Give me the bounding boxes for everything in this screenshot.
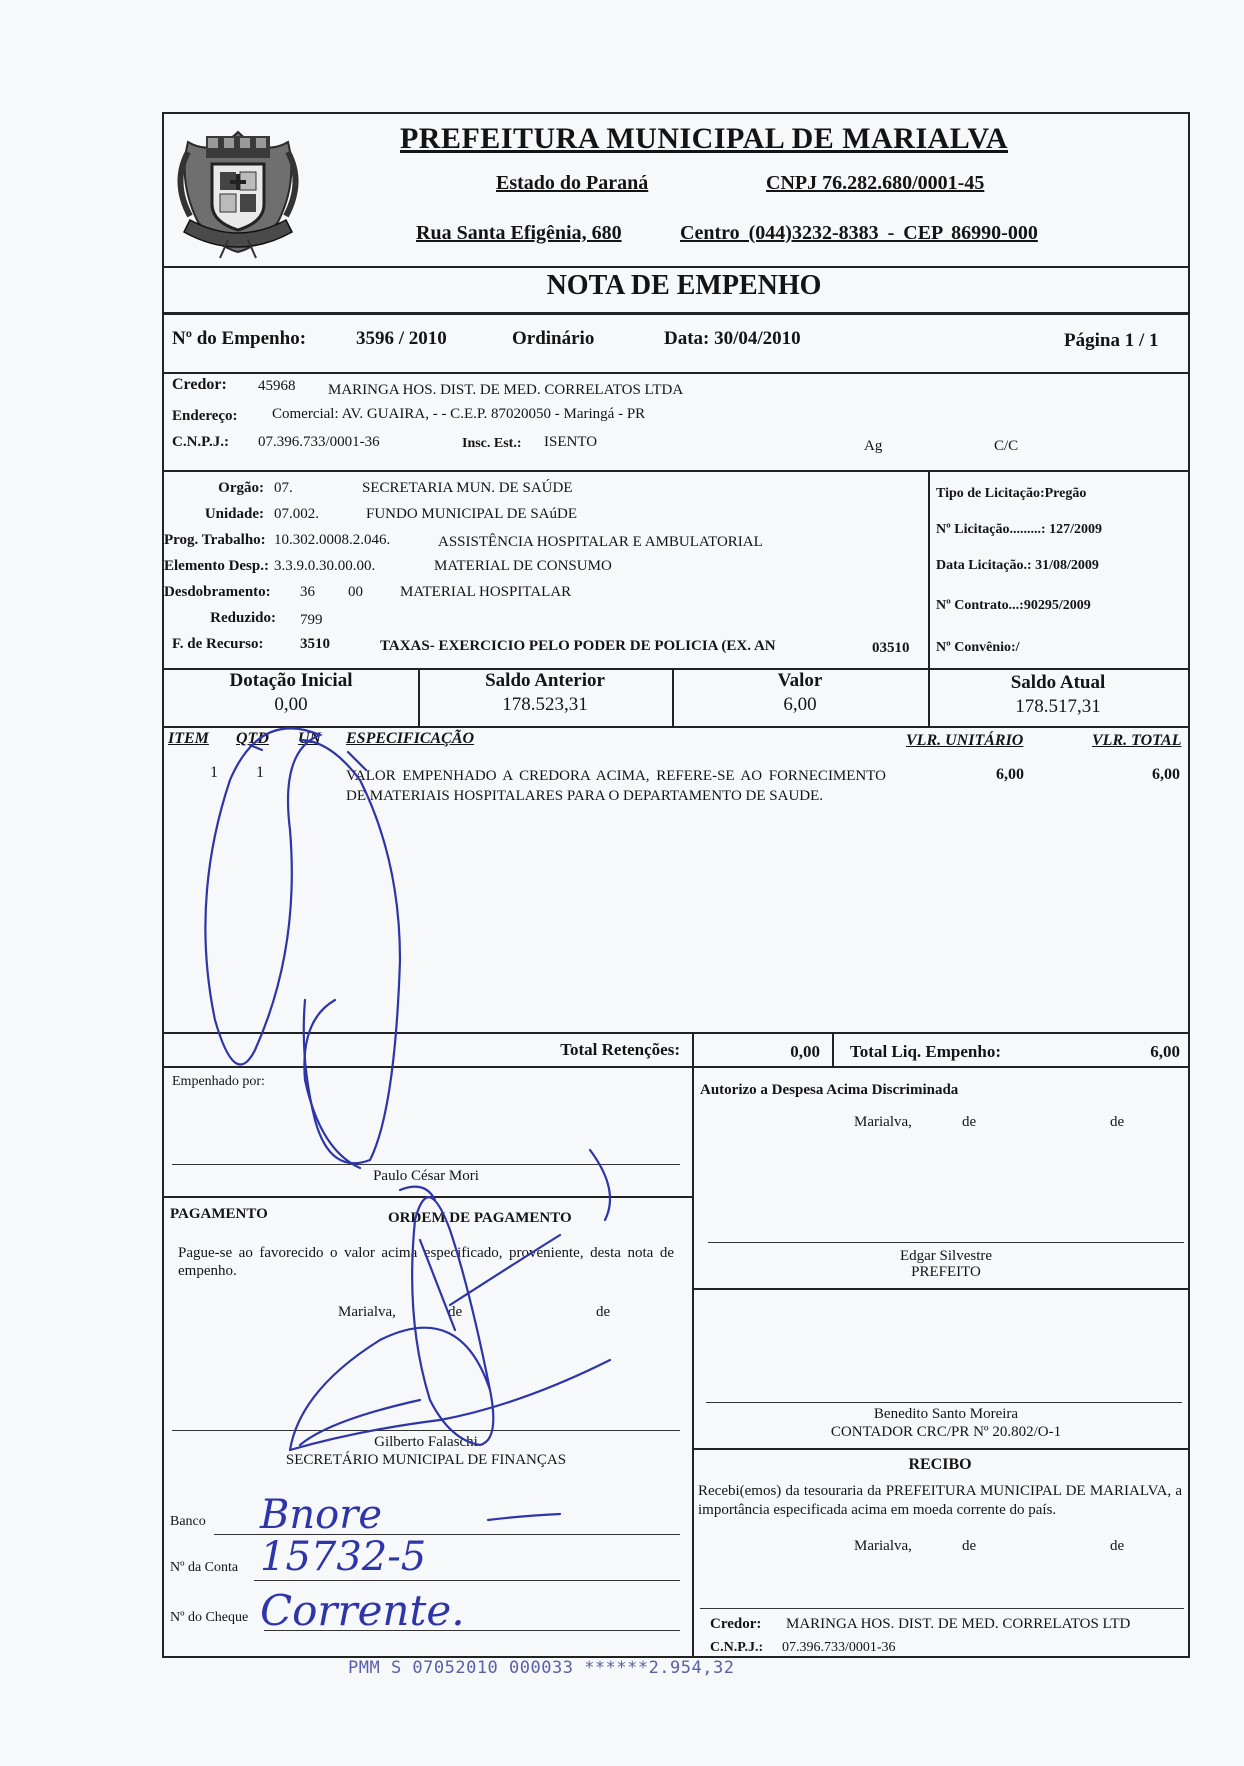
prefeitura-title: PREFEITURA MUNICIPAL DE MARIALVA	[399, 122, 1009, 155]
nota-empenho-form	[162, 112, 1190, 1658]
desdobramento-name: MATERIAL HOSPITALAR	[400, 584, 572, 600]
saldo-atual-value: 178.517,31	[1015, 696, 1101, 717]
elemento-label: Elemento Desp.:	[164, 558, 269, 574]
empenhado-por-nome: Paulo César Mori	[373, 1168, 479, 1184]
insc-label: Insc. Est.:	[462, 436, 522, 451]
conta-corrente-label: C/C	[994, 438, 1019, 454]
unidade-label: Unidade:	[204, 506, 264, 522]
cheque-handwritten: Corrente.	[260, 1586, 465, 1635]
endereco-label: Endereço:	[172, 408, 238, 424]
secretario-nome: Gilberto Falaschi	[374, 1434, 478, 1450]
prefeito-nome: Edgar Silvestre	[899, 1248, 993, 1264]
pagina-number: Página 1 / 1	[1064, 330, 1159, 351]
total-liquido-label: Total Liq. Empenho:	[850, 1042, 1001, 1061]
elemento-name: MATERIAL DE CONSUMO	[434, 558, 612, 574]
total-liquido-value: 6,00	[1150, 1042, 1180, 1061]
recibo-cnpj-label: C.N.P.J.:	[710, 1640, 764, 1655]
saldo-anterior-label: Saldo Anterior	[485, 670, 605, 691]
prog-trabalho-code: 10.302.0008.2.046.	[274, 532, 391, 548]
numero-licitacao: Nº Licitação.........: 127/2009	[936, 522, 1102, 537]
cnpj-label: C.N.P.J.:	[172, 434, 229, 450]
empenho-data: Data: 30/04/2010	[664, 328, 801, 349]
item-vlr-unitario: 6,00	[996, 766, 1024, 783]
orgao-code: 07.	[274, 480, 293, 496]
saldo-anterior-value: 178.523,31	[502, 694, 588, 715]
orgao-name: SECRETARIA MUN. DE SAÚDE	[362, 480, 573, 496]
recibo-label: RECIBO	[908, 1456, 972, 1473]
prog-trabalho-label: Prog. Trabalho:	[164, 532, 266, 548]
cnpj-prefeitura: CNPJ 76.282.680/0001-45	[766, 172, 985, 194]
dotacao-inicial-value: 0,00	[274, 694, 308, 715]
conta-label: Nº da Conta	[170, 1560, 239, 1575]
prefeito-cargo: PREFEITO	[911, 1264, 981, 1280]
numero-contrato: Nº Contrato...:90295/2009	[936, 598, 1091, 613]
recibo-de1: de	[962, 1538, 977, 1554]
fonte-recurso-code2: 03510	[872, 640, 910, 656]
total-retencoes-label: Total Retenções:	[560, 1040, 680, 1059]
recibo-texto: Recebi(emos) da tesouraria da PREFEITURA MUNICIPAL DE MARIALVA, a importância especificada acima em moeda corrente do país.	[698, 1483, 1182, 1518]
document-title: NOTA DE EMPENHO	[546, 270, 822, 301]
unidade-code: 07.002.	[274, 506, 319, 522]
recibo-cnpj: 07.396.733/0001-36	[782, 1640, 896, 1655]
autorizo-local: Marialva,	[854, 1114, 912, 1130]
cheque-label: Nº do Cheque	[170, 1610, 249, 1625]
autorizo-de1: de	[962, 1114, 977, 1130]
item-qtd: 1	[256, 764, 264, 781]
valor-label: Valor	[777, 670, 823, 691]
conta-handwritten: 15732-5	[260, 1534, 427, 1580]
fonte-recurso-label: F. de Recurso:	[172, 636, 264, 652]
recibo-de2: de	[1110, 1538, 1125, 1554]
pagamento-label: PAGAMENTO	[170, 1206, 268, 1222]
mechanical-stamp: PMM S 07052010 000033 ******2.954,32	[348, 1658, 735, 1678]
col-un: UN	[298, 730, 322, 747]
recibo-credor-label: Credor:	[710, 1616, 762, 1632]
numero-convenio: Nº Convênio:/	[936, 640, 1020, 655]
fonte-recurso-code: 3510	[300, 636, 330, 652]
ordem-pagamento-label: ORDEM DE PAGAMENTO	[388, 1210, 572, 1226]
pagamento-texto: Pague-se ao favorecido o valor acima especificado, proveniente, desta nota de empenho.	[178, 1245, 674, 1279]
item-especificacao: VALOR EMPENHADO A CREDORA ACIMA, REFERE-SE AO FORNECIMENTO DE MATERIAIS HOSPITALARES PARA O DEPARTAMENTO DE SAUDE.	[346, 768, 886, 804]
prog-trabalho-name: ASSISTÊNCIA HOSPITALAR E AMBULATORIAL	[438, 534, 763, 550]
valor-value: 6,00	[783, 694, 817, 715]
col-item: ITEM	[168, 730, 209, 747]
orgao-label: Orgão:	[218, 480, 264, 496]
fonte-recurso-name: TAXAS- EXERCICIO PELO PODER DE POLICIA (EX. AN	[380, 638, 776, 654]
data-licitacao: Data Licitação.: 31/08/2009	[936, 558, 1099, 573]
empenho-tipo: Ordinário	[512, 328, 595, 349]
credor-codigo: 45968	[258, 378, 296, 394]
col-especificacao: ESPECIFICAÇÃO	[346, 730, 475, 747]
saldo-atual-label: Saldo Atual	[1010, 672, 1106, 693]
pagamento-de2: de	[596, 1304, 611, 1320]
credor-endereco: Comercial: AV. GUAIRA, - - C.E.P. 87020050 - Maringá - PR	[272, 406, 646, 422]
unidade-name: FUNDO MUNICIPAL DE SAúDE	[366, 506, 577, 522]
insc-value: ISENTO	[544, 434, 598, 450]
item-number: 1	[210, 764, 218, 781]
tipo-licitacao: Tipo de Licitação:Pregão	[936, 486, 1087, 501]
banco-handwritten: Bnore	[260, 1492, 383, 1538]
autorizo-label: Autorizo a Despesa Acima Discriminada	[700, 1082, 959, 1098]
reduzido-value: 799	[300, 612, 323, 628]
recibo-local: Marialva,	[854, 1538, 912, 1554]
desdobramento-code: 36	[300, 584, 315, 600]
dotacao-inicial-label: Dotação Inicial	[229, 670, 353, 691]
total-retencoes-value: 0,00	[790, 1042, 820, 1061]
reduzido-label: Reduzido:	[210, 610, 276, 626]
pagamento-local: Marialva,	[338, 1304, 396, 1320]
empenho-number: 3596 / 2010	[356, 328, 447, 349]
empenhado-por-label: Empenhado por:	[172, 1074, 265, 1089]
pagamento-de1: de	[448, 1304, 463, 1320]
desdobramento-sub: 00	[348, 584, 363, 600]
endereco-prefeitura: Rua Santa Efigênia, 680	[416, 222, 622, 244]
col-vlr-total: VLR. TOTAL	[1092, 732, 1182, 749]
desdobramento-label: Desdobramento:	[164, 584, 271, 600]
recibo-credor-nome: MARINGA HOS. DIST. DE MED. CORRELATOS LTD	[786, 1616, 1131, 1632]
agencia-label: Ag	[864, 438, 883, 454]
autorizo-de2: de	[1110, 1114, 1125, 1130]
secretario-cargo: SECRETÁRIO MUNICIPAL DE FINANÇAS	[285, 1452, 567, 1468]
centro-telefone-cep: Centro (044)3232-8383 - CEP 86990-000	[680, 222, 1038, 244]
empenho-number-label: Nº do Empenho:	[172, 328, 307, 349]
credor-label: Credor:	[172, 376, 227, 393]
banco-label: Banco	[170, 1514, 206, 1529]
elemento-code: 3.3.9.0.30.00.00.	[274, 558, 376, 574]
credor-nome: MARINGA HOS. DIST. DE MED. CORRELATOS LTDA	[328, 382, 684, 398]
credor-cnpj: 07.396.733/0001-36	[258, 434, 380, 450]
contador-cargo: CONTADOR CRC/PR Nº 20.802/O-1	[830, 1424, 1062, 1440]
contador-nome: Benedito Santo Moreira	[873, 1406, 1019, 1422]
col-vlr-unitario: VLR. UNITÁRIO	[906, 732, 1024, 749]
estado-label: Estado do Paraná	[496, 172, 649, 194]
item-vlr-total: 6,00	[1152, 766, 1180, 783]
col-qtd: QTD	[236, 730, 269, 747]
